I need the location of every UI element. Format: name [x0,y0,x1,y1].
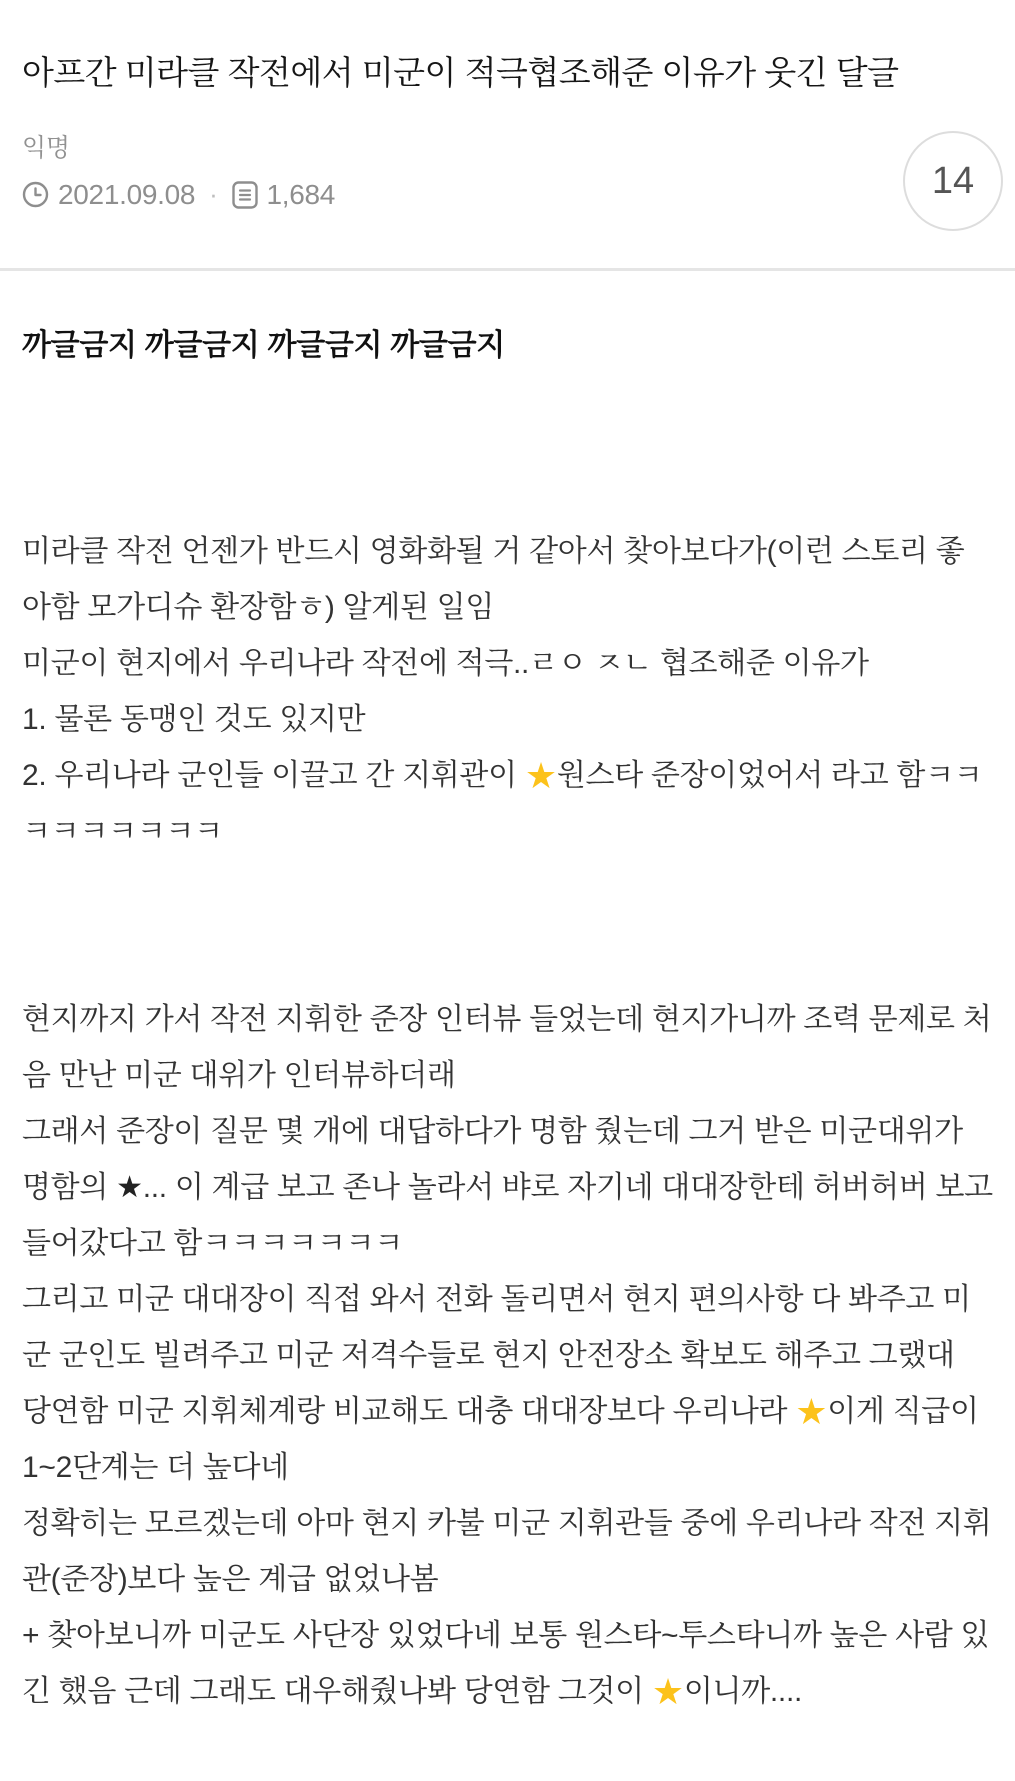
post-paragraph [22,524,993,636]
post-header [0,0,1015,268]
post-paragraph [22,1496,993,1608]
text-run: 이게 직급이 1~2단계는 더 높다네 [22,1395,979,1484]
meta-separator: · [209,179,218,210]
gold-star-emoji: ★ [795,1391,828,1432]
post-body [0,271,1015,1760]
post-author: 익명 [22,133,70,162]
text-run: 미군이 현지에서 우리나라 작전에 적극..ㄹㅇ ㅈㄴ 협조해준 이유가 [22,647,869,680]
text-run: 원스타 준장이었어서 라고 함ㅋㅋㅋㅋㅋㅋㅋㅋㅋ [22,759,983,848]
post-warning-line [22,318,993,374]
post-paragraph [22,1384,993,1496]
text-run: 2. 우리나라 군인들 이끌고 간 지휘관이 [22,759,525,792]
post-paragraph [22,1608,993,1720]
post-paragraph [22,992,993,1104]
post-paragraph [22,748,993,860]
post-paragraph [22,1272,993,1384]
text-run: 이니까.... [683,1675,803,1708]
text-run: 정확히는 모르겠는데 아마 현지 카불 미군 지휘관들 중에 우리나라 작전 지휘관(준장)보다 높은 계급 없었나봄 [22,1507,992,1596]
gold-star-emoji: ★ [524,755,557,796]
text-run: 당연함 미군 지휘체계랑 비교해도 대충 대대장보다 우리나라 [22,1395,796,1428]
post-view-count: 1,684 [266,178,336,210]
post-meta-row [22,179,993,211]
text-run: ... 이 계급 보고 존나 놀라서 뱌로 자기네 대대장한테 허버허버 보고 들어갔다고 함ㅋㅋㅋㅋㅋㅋㅋ [22,1171,993,1260]
paragraph-gap [22,860,993,992]
text-run: 미라클 작전 언젠가 반드시 영화화될 거 같아서 찾아보다가(이런 스토리 좋아함 모가디슈 환장함ㅎ) 알게된 일임 [22,535,965,624]
text-run: 현지까지 가서 작전 지휘한 준장 인터뷰 들었는데 현지가니까 조력 문제로 처음 만난 미군 대위가 인터뷰하더래 [22,1003,992,1092]
post-date: 2021.09.08 [58,178,196,210]
post-paragraph [22,636,993,692]
views-icon [232,181,258,209]
black-star-icon: ★ [116,1171,143,1204]
gold-star-emoji: ★ [651,1671,684,1712]
clock-icon [22,181,49,208]
post-title: 아프간 미라클 작전에서 미군이 적극협조해준 이유가 웃긴 달글 [22,54,899,91]
text-run: 까글금지 까글금지 까글금지 까글금지 [22,329,505,362]
post-paragraph [22,692,993,748]
post-paragraph [22,1104,993,1272]
paragraph-gap [22,374,993,524]
comment-count-badge[interactable] [903,131,1003,231]
text-run: 그래서 준장이 질문 몇 개에 대답하다가 명함 줬는데 그거 받은 미군대위가 명함의 [22,1115,963,1204]
text-run: 1. 물론 동맹인 것도 있지만 [22,703,366,736]
comment-count: 14 [931,159,975,202]
text-run: 그리고 미군 대대장이 직접 와서 전화 돌리면서 현지 편의사항 다 봐주고 미군 군인도 빌려주고 미군 저격수들로 현지 안전장소 확보도 해주고 그랬대 [22,1283,971,1372]
text-run: + 찾아보니까 미군도 사단장 있었다네 보통 원스타~투스타니까 높은 사람 있긴 했음 근데 그래도 대우해줬나봐 당연함 그것이 [22,1619,990,1708]
